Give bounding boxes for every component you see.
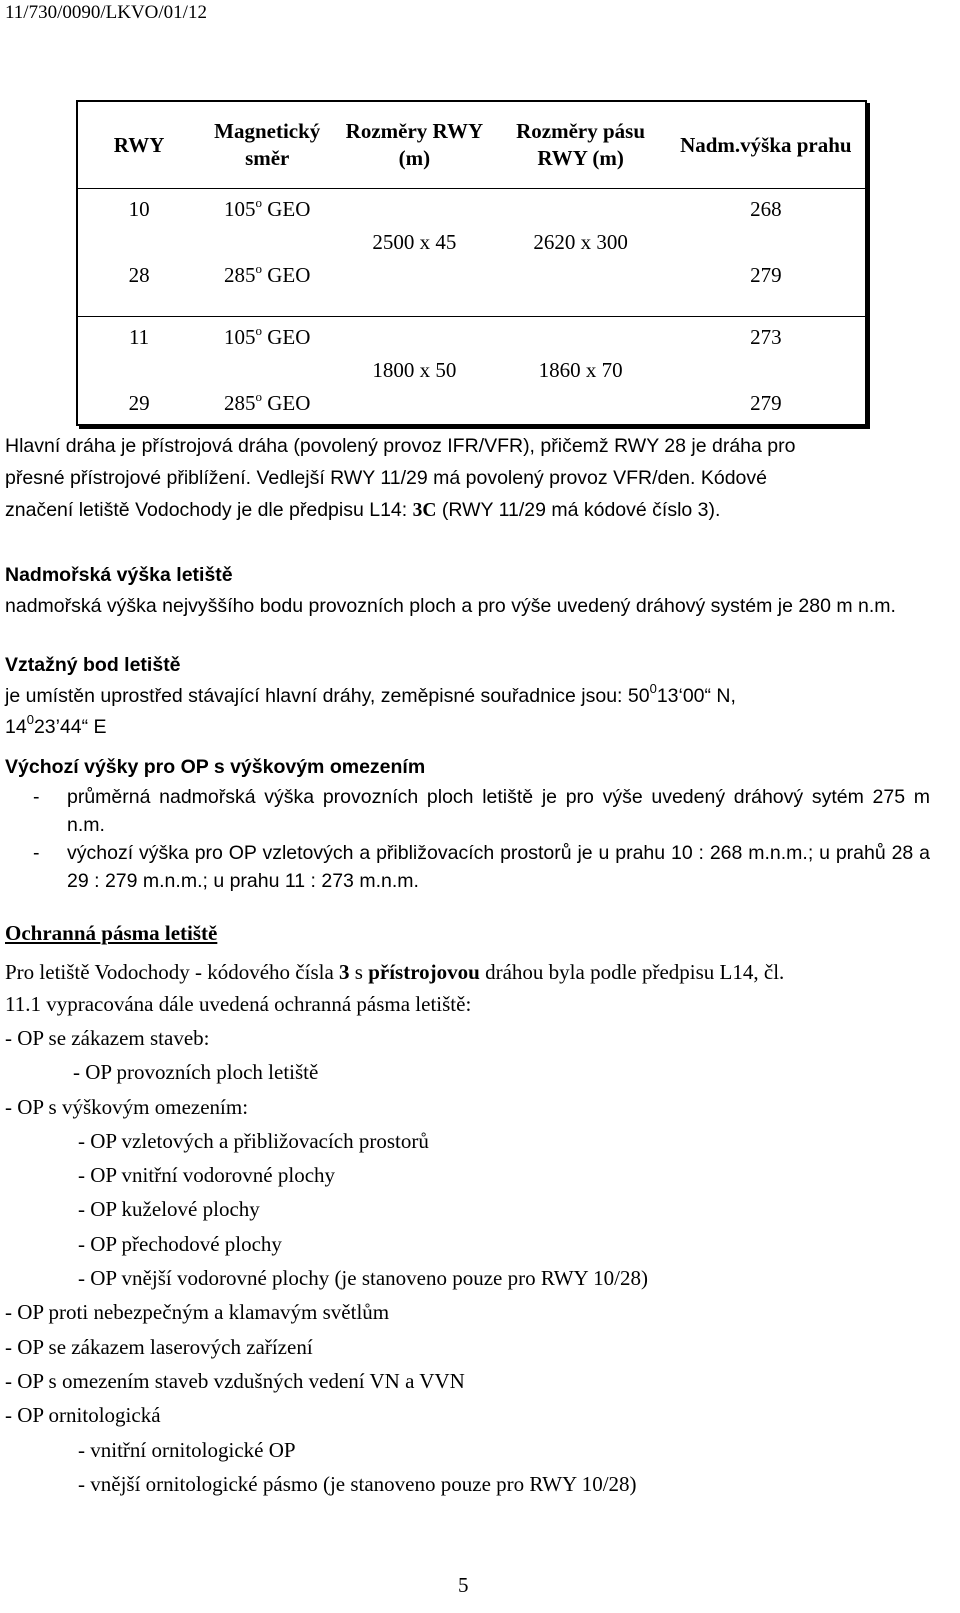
list-item: - vnější ornitologické pásmo (je stanoveno pouze pro RWY 10/28): [78, 1471, 637, 1496]
threshold-elevation: 268: [750, 197, 782, 221]
protection-zones-intro: [5, 956, 930, 1020]
protection-zones-heading: Ochranná pásma letiště: [5, 921, 218, 945]
list-item: - OP proti nebezpečným a klamavým světlům: [5, 1300, 390, 1325]
magnetic-direction: 105$^o$ GEO: [224, 195, 311, 221]
table-row: [77, 189, 866, 243]
runway-table: [76, 100, 867, 426]
threshold-elevation: 273: [750, 324, 782, 349]
header-threshold-elevation: Nadm.výška prahu: [667, 101, 866, 189]
list-item: - OP kuželové plochy: [78, 1197, 260, 1222]
table-header-row: [77, 101, 866, 189]
header-rwy-dimensions: Rozměry RWY (m): [334, 101, 494, 189]
base-heights-section: [5, 752, 930, 895]
rwy-dimensions: 2500 x 45: [372, 229, 457, 254]
intro-line: značení letiště Vodochody je dle předpisu L14: 3C (RWY 11/29 má kódové číslo 3).: [5, 499, 721, 521]
section-text: je umístěn uprostřed stávající hlavní dráhy, zeměpisné souřadnice jsou: $50^013‘00“$ N,: [5, 681, 736, 707]
elevation-section: [5, 560, 930, 622]
intro-line: Pro letiště Vodochody - kódového čísla 3 s přístrojovou dráhou byla podle předpisu L14, čl.: [5, 960, 785, 984]
section-heading: Vztažný bod letiště: [5, 654, 181, 676]
intro-paragraph: [5, 430, 930, 527]
intro-line: Hlavní dráha je přístrojová dráha (povolený provoz IFR/VFR), přičemž RWY 28 je dráha pro: [5, 435, 796, 457]
list-item: - OP s výškovým omezením:: [5, 1094, 249, 1119]
list-item: - OP vnější vodorovné plochy (je stanoveno pouze pro RWY 10/28): [78, 1266, 649, 1291]
list-item: - OP vnitřní vodorovné plochy: [78, 1163, 336, 1188]
document-code: 11/730/0090/LKVO/01/12: [5, 2, 207, 23]
list-item: - OP s omezením staveb vzdušných vedení VN a VVN: [5, 1368, 465, 1393]
magnetic-direction: 285$^o$ GEO: [224, 389, 311, 415]
header-rwy: RWY: [77, 101, 200, 189]
threshold-elevation: 279: [750, 391, 782, 415]
section-heading: Nadmořská výška letiště: [5, 564, 233, 586]
page-number: 5: [458, 1573, 469, 1597]
list-item: - průměrná nadmořská výška provozních ploch letiště je pro výše uvedený dráhový sytém 275 m n.m.: [33, 786, 930, 836]
list-item: - OP provozních ploch letiště: [73, 1060, 319, 1085]
strip-dimensions: 1860 x 70: [538, 357, 623, 382]
header-strip-dimensions: Rozměry pásu RWY (m): [494, 101, 666, 189]
intro-line: 11.1 vypracována dále uvedená ochranná pásma letiště:: [5, 992, 472, 1016]
table-spacer-row: [77, 296, 866, 317]
list-item: - vnitřní ornitologické OP: [78, 1437, 296, 1462]
protection-zones-list: [5, 1021, 648, 1501]
strip-dimensions: 2620 x 300: [533, 229, 628, 254]
threshold-elevation: 279: [750, 262, 782, 287]
reference-point-section: [5, 650, 930, 743]
rwy-dimensions: 1800 x 50: [372, 357, 457, 382]
list-item: - OP se zákazem laserových zařízení: [5, 1334, 313, 1359]
list-item: - OP přechodové plochy: [78, 1231, 282, 1256]
rwy-number: 28: [128, 262, 150, 287]
table-row: [77, 316, 866, 370]
list-item: - OP ornitologická: [5, 1403, 161, 1428]
list-item: - OP vzletových a přibližovacích prostorů: [78, 1128, 429, 1153]
header-magnetic-direction: Magnetický směr: [200, 101, 334, 189]
section-text: $14^023’44“$ E: [5, 712, 107, 738]
section-heading: Výchozí výšky pro OP s výškovým omezením: [5, 756, 426, 778]
section-text: nadmořská výška nejvyššího bodu provozních ploch a pro výše uvedený dráhový systém je 280 m n.m.: [5, 595, 896, 617]
rwy-number: 10: [128, 197, 150, 221]
rwy-number: 29: [128, 391, 150, 415]
intro-line: přesné přístrojové přiblížení. Vedlejší RWY 11/29 má povolený provoz VFR/den. Kódové: [5, 467, 767, 489]
rwy-number: 11: [128, 324, 150, 349]
magnetic-direction: 285$^o$ GEO: [224, 260, 311, 287]
list-item: - výchozí výška pro OP vzletových a přibližovacích prostorů je u prahu 10 : 268 m.n.m.; u prahů 28 a 29 : 279 m.n.m.; u prahu 11 : 273 m.n.m.: [33, 842, 930, 892]
list-item: - OP se zákazem staveb:: [5, 1026, 210, 1050]
magnetic-direction: 105$^o$ GEO: [224, 322, 311, 349]
